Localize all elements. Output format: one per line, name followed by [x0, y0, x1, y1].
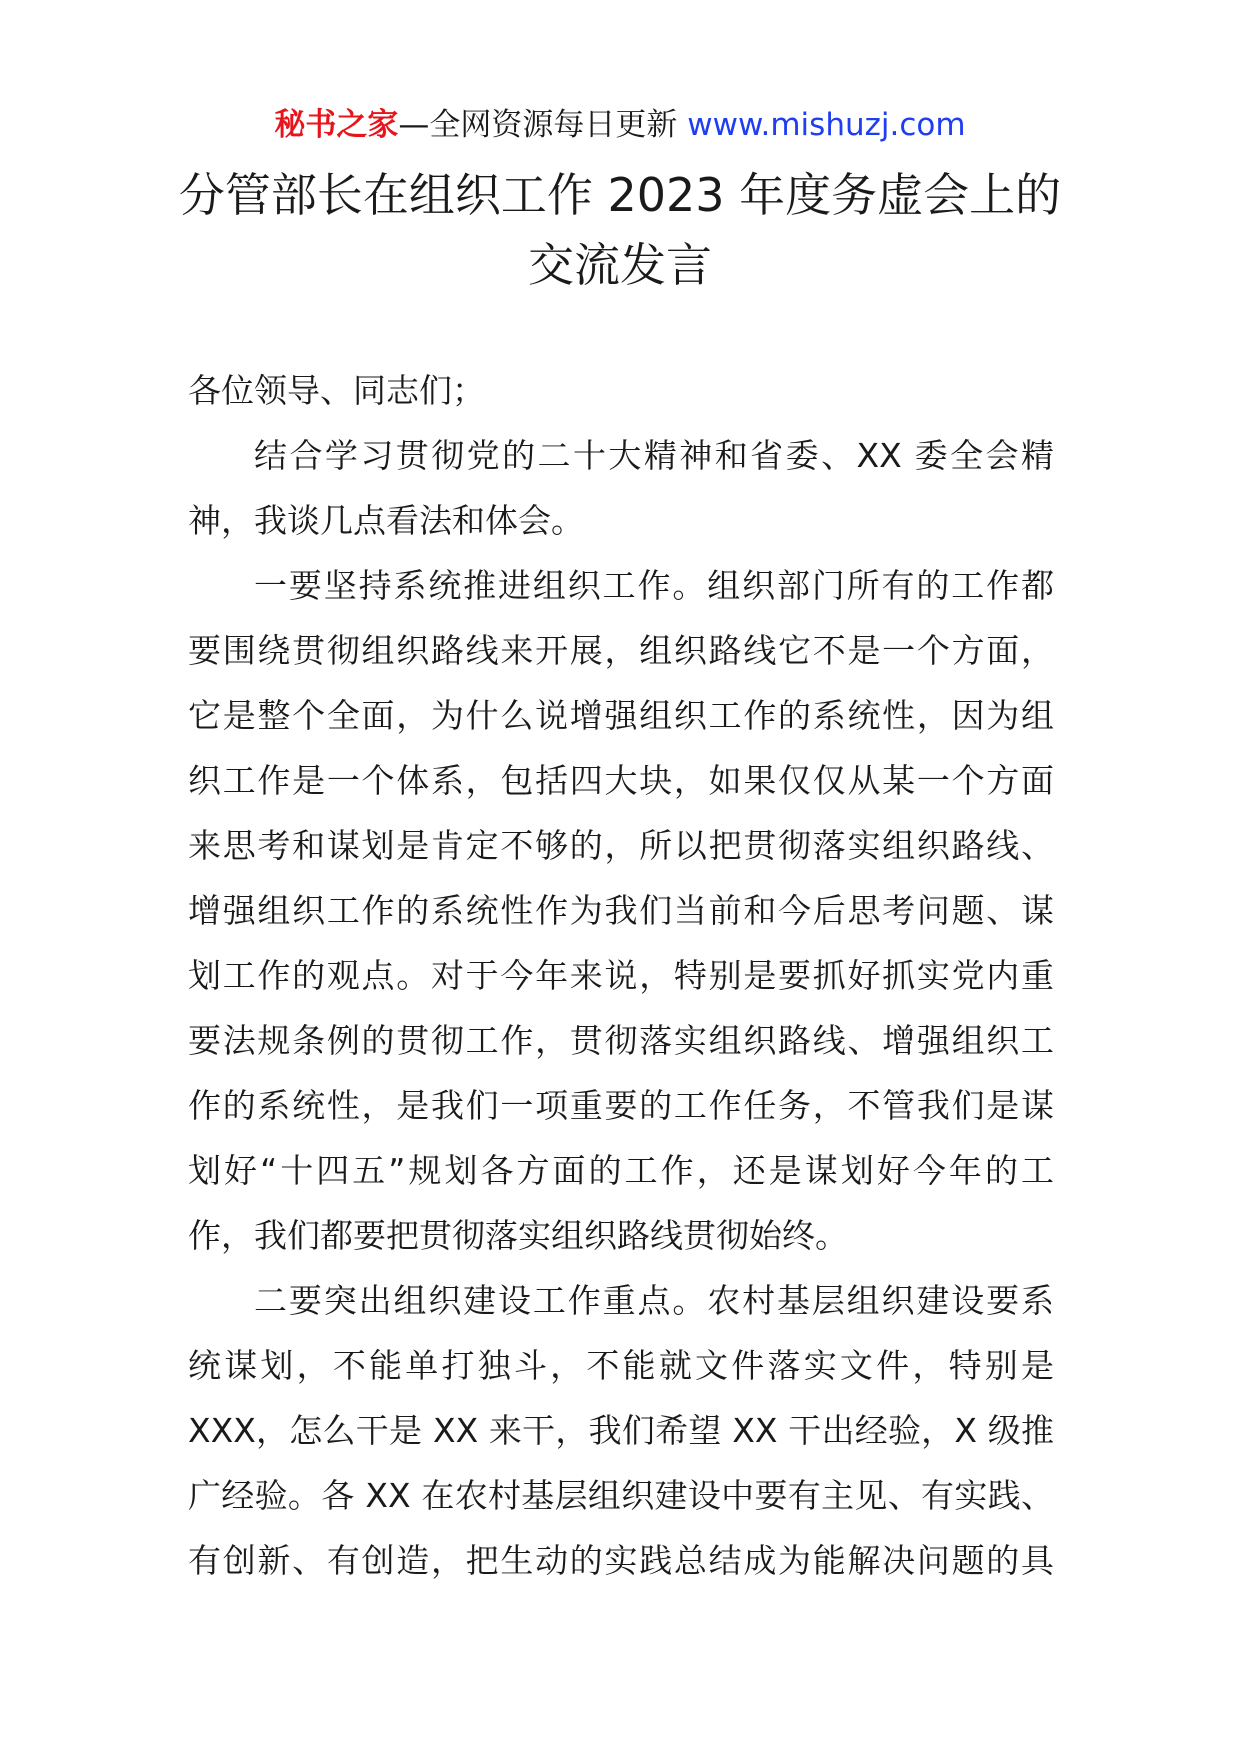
title-line-1: 分管部长在组织工作 2023 年度务虚会上的 — [178, 168, 1062, 222]
brand-name: 秘书之家 — [274, 107, 399, 143]
paragraph-2-line: 要围绕贯彻组织路线来开展，组织路线它不是一个方面， — [188, 631, 1054, 670]
header-tagline: —全网资源每日更新 — [398, 107, 688, 143]
paragraph-2-line: 作的系统性，是我们一项重要的工作任务，不管我们是谋 — [188, 1086, 1054, 1125]
paragraph-1-line: 神，我谈几点看法和体会。 — [188, 501, 584, 540]
paragraph-2-line: 要法规条例的贯彻工作，贯彻落实组织路线、增强组织工 — [188, 1021, 1054, 1060]
paragraph-3-line: 广经验。各 XX 在农村基层组织建设中要有主见、有实践、 — [188, 1476, 1054, 1515]
paragraph-3-line: 二要突出组织建设工作重点。农村基层组织建设要系 — [254, 1281, 1054, 1320]
paragraph-2-line: 它是整个全面，为什么说增强组织工作的系统性，因为组 — [188, 696, 1054, 735]
paragraph-2-line: 织工作是一个体系，包括四大块，如果仅仅从某一个方面 — [188, 761, 1054, 800]
paragraph-3-line: 有创新、有创造，把生动的实践总结成为能解决问题的具 — [188, 1541, 1054, 1580]
paragraph-2-line: 来思考和谋划是肯定不够的，所以把贯彻落实组织路线、 — [188, 826, 1054, 865]
paragraph-2-line: 增强组织工作的系统性作为我们当前和今后思考问题、谋 — [188, 891, 1054, 930]
document-title — [0, 160, 1240, 300]
paragraph-2-line: 作，我们都要把贯彻落实组织路线贯彻始终。 — [188, 1216, 848, 1255]
paragraph-2-line: 划好“十四五”规划各方面的工作，还是谋划好今年的工 — [188, 1151, 1054, 1190]
site-header — [0, 100, 1240, 150]
paragraph-1-line: 结合学习贯彻党的二十大精神和省委、XX 委全会精 — [254, 436, 1054, 475]
paragraph-2-line: 一要坚持系统推进组织工作。组织部门所有的工作都 — [254, 566, 1054, 605]
paragraph-2-line: 划工作的观点。对于今年来说，特别是要抓好抓实党内重 — [188, 956, 1054, 995]
document-body — [188, 358, 1054, 1593]
title-line-2: 交流发言 — [528, 238, 712, 292]
greeting: 各位领导、同志们； — [188, 371, 485, 410]
paragraph-3-line: XXX，怎么干是 XX 来干，我们希望 XX 干出经验，X 级推 — [188, 1411, 1054, 1450]
site-url-link[interactable]: www.mishuzj.com — [687, 107, 966, 143]
paragraph-3-line: 统谋划，不能单打独斗，不能就文件落实文件，特别是 — [188, 1346, 1054, 1385]
